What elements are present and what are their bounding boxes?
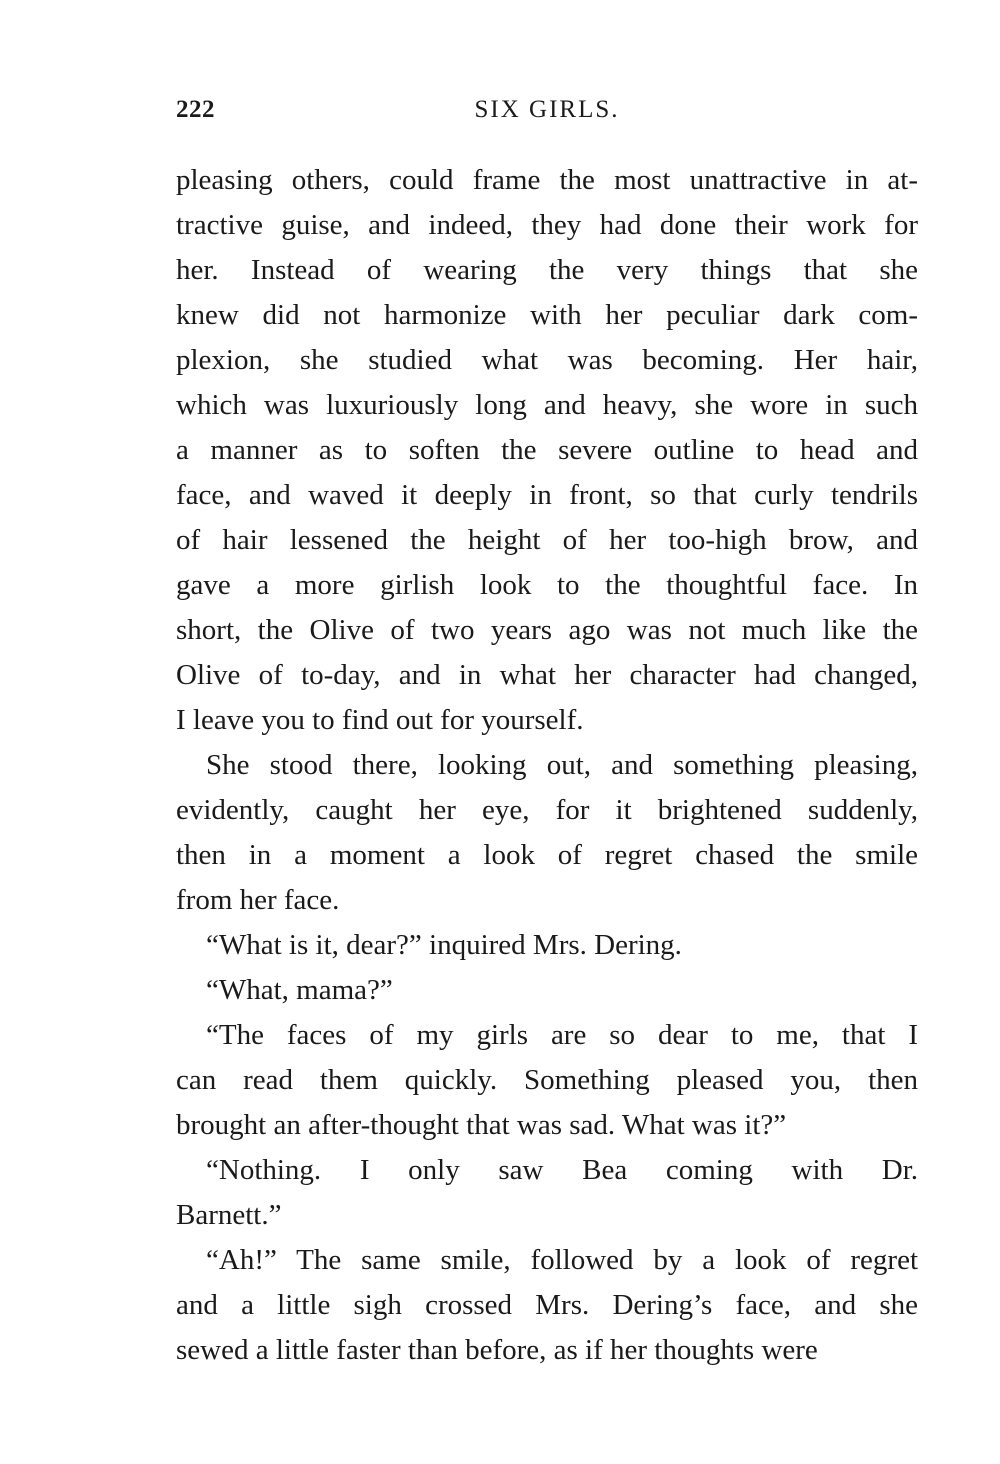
line-text: “Ah!” The same smile, followed by a look of regret bbox=[206, 1244, 918, 1276]
text-line bbox=[176, 248, 918, 293]
text-line bbox=[176, 968, 918, 1013]
line-text: “The faces of my girls are so dear to me, that I bbox=[206, 1019, 918, 1051]
text-line bbox=[176, 1148, 918, 1193]
text-line bbox=[176, 338, 918, 383]
text-line bbox=[176, 1058, 918, 1103]
line-text: I leave you to find out for yourself. bbox=[176, 704, 584, 736]
line-text: short, the Olive of two years ago was not much like the bbox=[176, 614, 918, 646]
text-line bbox=[176, 1013, 918, 1058]
text-line bbox=[176, 1283, 918, 1328]
line-text: plexion, she studied what was becoming. Her hair, bbox=[176, 344, 918, 376]
page-number: 222 bbox=[176, 96, 215, 123]
line-text: and a little sigh crossed Mrs. Dering’s face, and she bbox=[176, 1289, 918, 1321]
line-text: knew did not harmonize with her peculiar dark com- bbox=[176, 299, 918, 331]
text-line bbox=[176, 833, 918, 878]
text-line bbox=[176, 788, 918, 833]
paragraph bbox=[176, 743, 918, 923]
line-text: brought an after-thought that was sad. What was it?” bbox=[176, 1109, 787, 1141]
line-text: sewed a little faster than before, as if her thoughts were bbox=[176, 1334, 818, 1366]
text-line bbox=[176, 428, 918, 473]
line-text: pleasing others, could frame the most unattractive in at- bbox=[176, 164, 918, 196]
text-line bbox=[176, 1193, 918, 1238]
line-text: tractive guise, and indeed, they had done their work for bbox=[176, 209, 918, 241]
line-text: She stood there, looking out, and something pleasing, bbox=[206, 749, 918, 781]
paragraph bbox=[176, 923, 918, 968]
line-text: “What is it, dear?” inquired Mrs. Dering. bbox=[206, 929, 682, 961]
paragraph bbox=[176, 1148, 918, 1238]
text-line bbox=[176, 203, 918, 248]
line-text: from her face. bbox=[176, 884, 340, 916]
text-line bbox=[176, 1238, 918, 1283]
line-text: “Nothing. I only saw Bea coming with Dr. bbox=[206, 1154, 918, 1186]
line-text: evidently, caught her eye, for it brightened suddenly, bbox=[176, 794, 918, 826]
text-line bbox=[176, 518, 918, 563]
line-text: can read them quickly. Something pleased you, then bbox=[176, 1064, 918, 1096]
paragraph bbox=[176, 1013, 918, 1148]
line-text: then in a moment a look of regret chased the smile bbox=[176, 839, 918, 871]
text-line bbox=[176, 383, 918, 428]
text-line bbox=[176, 923, 918, 968]
body-text bbox=[176, 158, 918, 1373]
text-line bbox=[176, 563, 918, 608]
line-text: face, and waved it deeply in front, so that curly tendrils bbox=[176, 479, 918, 511]
text-line bbox=[176, 473, 918, 518]
line-text: which was luxuriously long and heavy, she wore in such bbox=[176, 389, 918, 421]
text-line bbox=[176, 1328, 918, 1373]
text-line bbox=[176, 653, 918, 698]
text-line bbox=[176, 878, 918, 923]
page-header bbox=[176, 92, 918, 128]
paragraph bbox=[176, 968, 918, 1013]
text-line bbox=[176, 608, 918, 653]
text-line bbox=[176, 158, 918, 203]
line-text: her. Instead of wearing the very things that she bbox=[176, 254, 918, 286]
line-text: Barnett.” bbox=[176, 1199, 282, 1231]
line-text: gave a more girlish look to the thoughtful face. In bbox=[176, 569, 918, 601]
paragraph bbox=[176, 158, 918, 743]
line-text: of hair lessened the height of her too-high brow, and bbox=[176, 524, 918, 556]
line-text: Olive of to-day, and in what her character had changed, bbox=[176, 659, 918, 691]
text-line bbox=[176, 1103, 918, 1148]
text-line bbox=[176, 698, 918, 743]
paragraph bbox=[176, 1238, 918, 1373]
text-line bbox=[176, 293, 918, 338]
line-text: “What, mama?” bbox=[206, 974, 393, 1006]
running-title: SIX GIRLS. bbox=[474, 96, 620, 123]
text-line bbox=[176, 743, 918, 788]
line-text: a manner as to soften the severe outline to head and bbox=[176, 434, 918, 466]
